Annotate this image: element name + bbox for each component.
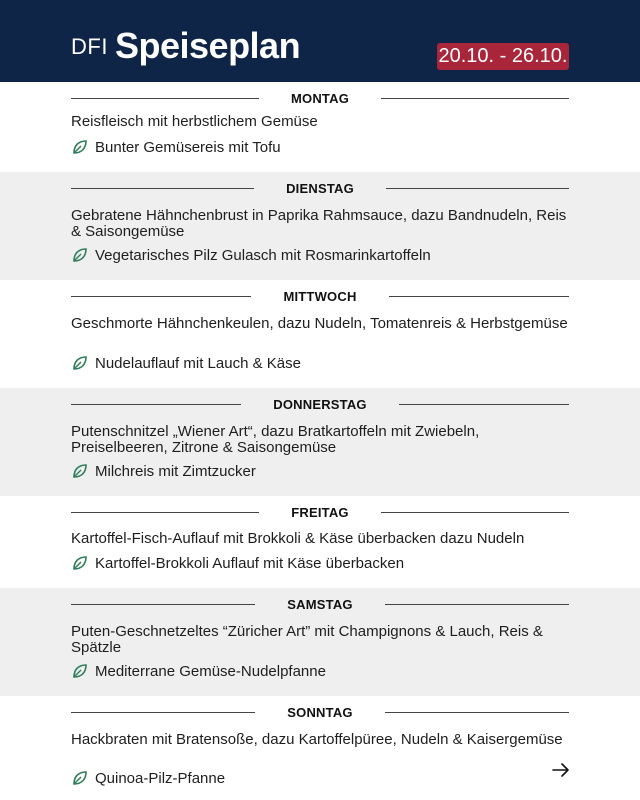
day-section-thursday — [0, 388, 640, 496]
day-section-monday — [0, 82, 640, 172]
main-dish: Geschmorte Hähnchenkeulen, dazu Nudeln, Tomatenreis & Herbstgemüse — [71, 315, 568, 332]
main-dish: Putenschnitzel „Wiener Art“, dazu Bratkartoffeln mit Zwiebeln, Preiselbeeren, Zitrone & Saisongemüse — [71, 423, 480, 456]
divider — [385, 604, 569, 605]
leaf-icon — [71, 354, 89, 372]
day-name: FREITAG — [291, 504, 349, 520]
day-section-saturday — [0, 588, 640, 696]
brand-logo: DFI — [71, 34, 108, 59]
day-header — [71, 396, 569, 412]
day-name: SAMSTAG — [287, 596, 353, 612]
main-dish: Kartoffel-Fisch-Auflauf mit Brokkoli & Käse überbacken dazu Nudeln — [71, 530, 525, 547]
day-section-wednesday — [0, 280, 640, 388]
vegetarian-dish — [71, 662, 571, 680]
vegetarian-dish-label: Bunter Gemüsereis mit Tofu — [95, 138, 281, 156]
leaf-icon — [71, 662, 89, 680]
header-bar — [0, 0, 640, 82]
day-name: SONNTAG — [287, 704, 353, 720]
day-header — [71, 288, 569, 304]
divider — [399, 404, 569, 405]
vegetarian-dish — [71, 769, 571, 787]
day-name: MITTWOCH — [283, 288, 357, 304]
vegetarian-dish-label: Mediterrane Gemüse-Nudelpfanne — [95, 662, 326, 680]
day-header — [71, 180, 569, 196]
divider — [71, 188, 254, 189]
main-dish: Gebratene Hähnchenbrust in Paprika Rahmsauce, dazu Bandnudeln, Reis & Saisongemüse — [71, 207, 567, 240]
day-header — [71, 704, 569, 720]
divider — [71, 98, 259, 99]
main-dish: Reisfleisch mit herbstlichem Gemüse — [71, 113, 318, 130]
divider — [389, 296, 569, 297]
day-header — [71, 90, 569, 106]
divider — [71, 404, 241, 405]
page-title: Speiseplan — [115, 25, 301, 66]
leaf-icon — [71, 462, 89, 480]
vegetarian-dish — [71, 354, 571, 372]
divider — [71, 512, 259, 513]
divider — [381, 512, 569, 513]
divider — [71, 604, 255, 605]
day-section-tuesday — [0, 172, 640, 280]
vegetarian-dish — [71, 138, 571, 156]
vegetarian-dish — [71, 462, 571, 480]
main-dish: Hackbraten mit Bratensoße, dazu Kartoffelpüree, Nudeln & Kaisergemüse — [71, 731, 563, 748]
leaf-icon — [71, 246, 89, 264]
vegetarian-dish-label: Kartoffel-Brokkoli Auflauf mit Käse überbacken — [95, 554, 405, 572]
divider — [385, 712, 569, 713]
day-name: DONNERSTAG — [273, 396, 367, 412]
date-range-badge: 20.10. - 26.10. — [437, 43, 569, 70]
leaf-icon — [71, 554, 89, 572]
day-name: MONTAG — [291, 90, 350, 106]
vegetarian-dish-label: Vegetarisches Pilz Gulasch mit Rosmarinkartoffeln — [95, 246, 431, 264]
main-dish: Puten-Geschnetzeltes “Züricher Art” mit Champignons & Lauch, Reis & Spätzle — [71, 623, 543, 656]
divider — [71, 712, 255, 713]
day-header — [71, 504, 569, 520]
leaf-icon — [71, 769, 89, 787]
vegetarian-dish — [71, 246, 571, 264]
leaf-icon — [71, 138, 89, 156]
vegetarian-dish — [71, 554, 571, 572]
divider — [71, 296, 251, 297]
vegetarian-dish-label: Milchreis mit Zimtzucker — [95, 462, 256, 480]
divider — [386, 188, 569, 189]
divider — [381, 98, 569, 99]
vegetarian-dish-label: Nudelauflauf mit Lauch & Käse — [95, 354, 301, 372]
day-section-sunday — [0, 696, 640, 800]
day-section-friday — [0, 496, 640, 588]
day-header — [71, 596, 569, 612]
day-name: DIENSTAG — [286, 180, 354, 196]
vegetarian-dish-label: Quinoa-Pilz-Pfanne — [95, 769, 226, 787]
arrow-right-icon[interactable] — [551, 760, 571, 780]
